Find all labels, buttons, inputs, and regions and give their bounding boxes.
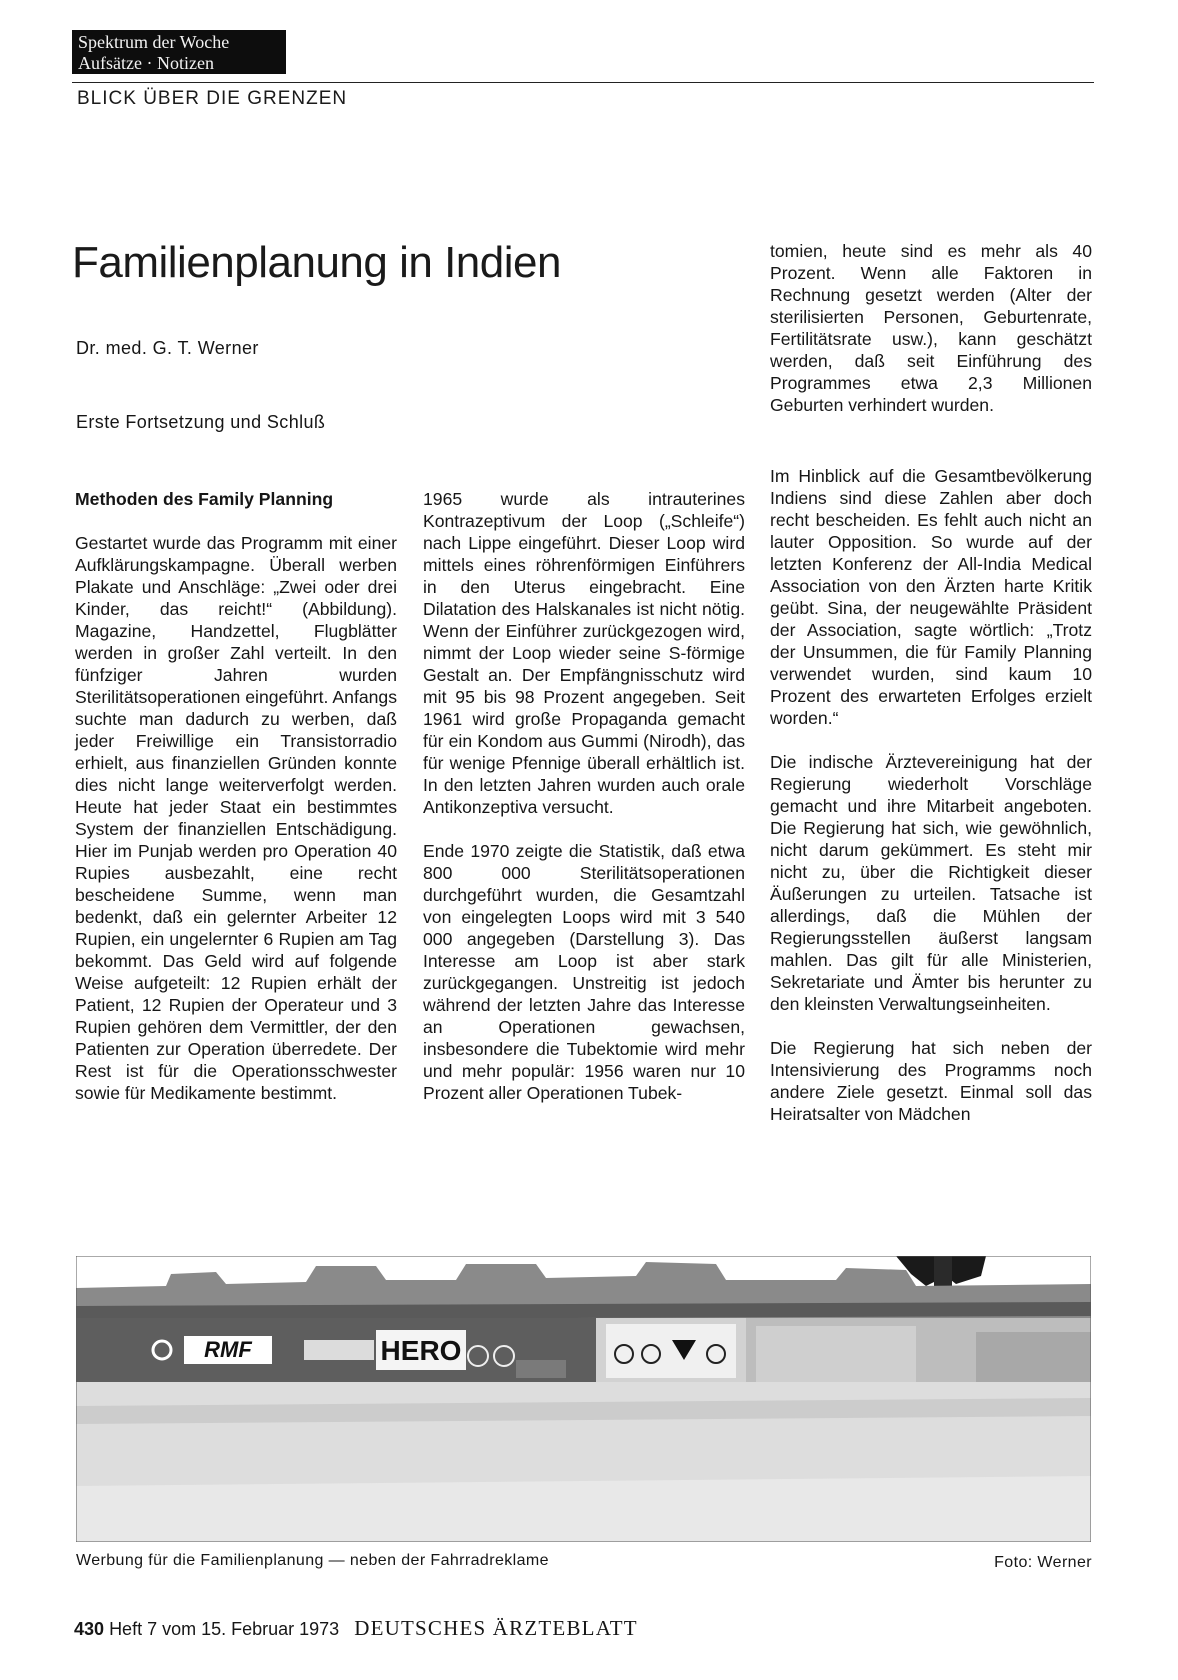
section-kicker: BLICK ÜBER DIE GRENZEN xyxy=(77,88,348,109)
article-title: Familienplanung in Indien xyxy=(72,238,561,287)
paragraph: Gestartet wurde das Programm mit einer Aufklärungskampagne. Überall werben Plakate und Anschläge: „Zwei oder drei Kinder, das reicht!“ (Abbildung). Magazine, Handzettel, Flugblätter werden in großer Zahl verteilt. In den fünfziger Jahren wurden Sterilitätsoperationen eingeführt. Anfangs suchte man dadurch zu werben, daß jeder Freiwillige ein Transistorradio erhielt, aus finanziellen Gründen konnte dies nicht lange weiterverfolgt werden. Heute hat jeder Staat ein bestimmtes System der finanziellen Entschädigung. Hier im Punjab werden pro Operation 40 Rupies ausbezahlt, eine recht bescheidene Summe, wenn man bedenkt, daß ein gelernter Arbeiter 12 Rupien, ein ungelernter 6 Rupien am Tag bekommt. Das Geld wird auf folgende Weise aufgeteilt: 12 Rupien erhält der Patient, 12 Rupien der Operateur und 3 Rupien gehören dem Vermittler, der den Patienten zur Operation überredete. Der Rest ist für die Operationsschwester sowie für Medikamente bestimmt. xyxy=(75,533,397,1103)
section-heading: Methoden des Family Planning xyxy=(75,489,334,509)
page-footer xyxy=(74,1616,638,1641)
article-subtitle: Erste Fortsetzung und Schluß xyxy=(76,412,326,432)
rmf-sign-text: RMF xyxy=(204,1337,252,1362)
column-3 xyxy=(770,465,1092,1147)
column-3-top xyxy=(770,240,1092,438)
photo-credit: Foto: Werner xyxy=(994,1554,1092,1571)
paragraph: Im Hinblick auf die Gesamtbevölkerung Indiens sind diese Zahlen aber doch recht bescheiden. Es fehlt auch nicht an lauter Opposition. So wurde auf der letzten Konferenz der All-India Medical Association von den Ärzten harte Kritik geübt. Sina, der neugewählte Präsident der Association, sagte wörtlich: „Trotz der Unsummen, die für Family Planning verwendet wurden, sind kaum 10 Prozent des erwarteten Erfolges erzielt worden.“ xyxy=(770,466,1092,728)
paragraph: tomien, heute sind es mehr als 40 Prozent. Wenn alle Faktoren in Rechnung gesetzt werden (Alter der sterilisierten Personen, Geburtenrate, Fertilitätsrate usw.), kann geschätzt werden, daß seit Einführung des Programmes etwa 2,3 Millionen Geburten verhindert wurden. xyxy=(770,241,1092,415)
figure-photo xyxy=(76,1256,1091,1542)
journal-name: DEUTSCHES ÄRZTEBLATT xyxy=(354,1616,638,1640)
section-label-line1: Spektrum der Woche xyxy=(78,32,230,52)
paragraph: 1965 wurde als intrauterines Kontrazeptivum der Loop („Schleife“) nach Lippe eingeführt. Dieser Loop wird mittels eines röhrenförmigen Einführers in den Uterus eingebracht. Eine Dilatation des Halskanales ist nicht nötig. Wenn der Einführer zurückgezogen wird, nimmt der Loop wieder seine S-förmige Gestalt an. Der Empfängnisschutz wird mit 95 bis 98 Prozent angegeben. Seit 1961 wird große Propaganda gemacht für ein Kondom aus Gummi (Nirodh), das für wenige Pfennige überall erhältlich ist. In den letzten Jahren wurden auch orale Antikonzeptiva versucht. xyxy=(423,489,745,817)
section-label-line2: Aufsätze · Notizen xyxy=(78,53,214,73)
page-number: 430 xyxy=(74,1619,105,1639)
paragraph: Die Regierung hat sich neben der Intensivierung des Programms noch andere Ziele gesetzt. Einmal soll das Heiratsalter von Mädchen xyxy=(770,1038,1092,1124)
article-author: Dr. med. G. T. Werner xyxy=(76,338,259,358)
paragraph: Ende 1970 zeigte die Statistik, daß etwa 800 000 Sterilitätsoperationen durchgeführt wurden, die Gesamtzahl von eingelegten Loops wird mit 3 540 000 angegeben (Darstellung 3). Das Interesse am Loop ist aber stark zurückgegangen. Unstreitig ist jedoch während der letzten Jahre das Interesse an Operationen gewachsen, insbesondere die Tubektomie wird mehr und mehr populär: 1956 waren nur 10 Prozent aller Operationen Tubek- xyxy=(423,841,745,1103)
hero-sign-text: HERO xyxy=(380,1335,462,1366)
figure-caption: Werbung für die Familienplanung — neben der Fahrradreklame xyxy=(76,1552,549,1569)
issue-info: Heft 7 vom 15. Februar 1973 xyxy=(109,1619,340,1639)
section-label-box xyxy=(72,30,286,74)
header-rule xyxy=(72,82,1094,83)
paragraph: Die indische Ärztevereinigung hat der Regierung wiederholt Vorschläge gemacht und ihre Mitarbeit angeboten. Die Regierung hat sich, wie gewöhnlich, nicht darum gekümmert. Es steht mir nicht zu, über die Richtigkeit dieser Äußerungen zu urteilen. Tatsache ist allerdings, daß die Mühlen der Regierungsstellen äußerst langsam mahlen. Das gilt für alle Ministerien, Sekretariate und Ämter bis herunter zu den kleinsten Verwaltungseinheiten. xyxy=(770,752,1092,1014)
column-2 xyxy=(423,488,745,1126)
column-1 xyxy=(75,488,397,1126)
